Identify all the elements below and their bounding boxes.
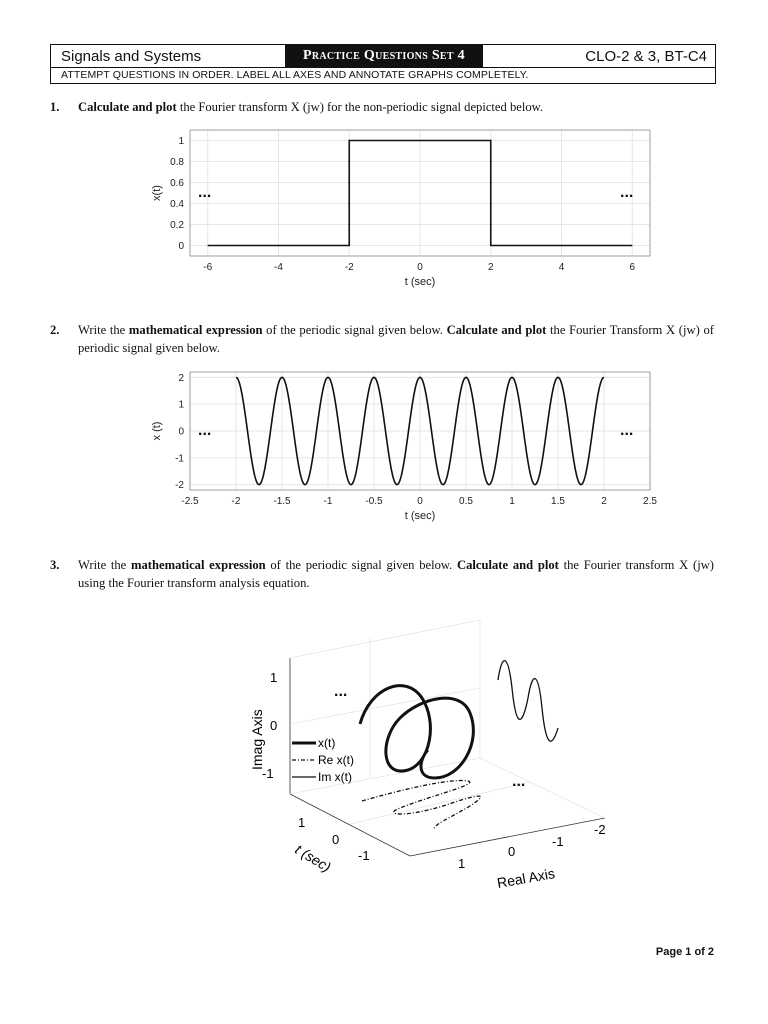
ellipsis-left: ... [198, 422, 212, 439]
instructions: ATTEMPT QUESTIONS IN ORDER. LABEL ALL AXES AND ANNOTATE GRAPHS COMPLETELY. [61, 69, 529, 81]
plot-3 [230, 618, 630, 903]
grid-line [350, 782, 530, 824]
x-tick-label: -0.5 [365, 496, 383, 507]
helix-3d-chart [230, 618, 630, 898]
legend-label: Im x(t) [318, 770, 352, 784]
y-axis-label: x(t) [151, 185, 163, 201]
question-text: the Fourier Transform X (jw) of periodic signal given below. [78, 323, 714, 355]
question-text: the Fourier transform X (jw) for the non-periodic signal depicted below. [176, 100, 544, 114]
set-title: Practice Questions Set 4 [285, 45, 483, 67]
t-axis-label: t (sec) [292, 840, 334, 876]
x-tick-label: -2.5 [181, 496, 199, 507]
question-text: Write the [78, 558, 132, 572]
question-2 [50, 321, 714, 357]
x-tick-label: -4 [274, 262, 283, 273]
x-tick-label: 1 [509, 496, 515, 507]
question-bold: mathematical expression [131, 558, 266, 572]
x-axis-label: t (sec) [404, 276, 436, 288]
question-text: the Fourier transform X (jw) using the Fourier transform analysis equation. [78, 558, 714, 590]
question-text: of the periodic signal given below. [265, 558, 458, 572]
ellipsis-right: ... [620, 422, 634, 439]
t-tick: 0 [332, 832, 340, 847]
question-bold: Calculate and plot [446, 323, 547, 337]
header-row [51, 45, 715, 68]
grid-line [290, 620, 480, 658]
x-tick-label: 2.5 [643, 496, 657, 507]
ellipsis-left: ... [334, 683, 348, 700]
x-tick-label: 1.5 [551, 496, 565, 507]
y-axis-label: x (t) [151, 421, 163, 441]
y-tick-label: 0.6 [170, 178, 184, 189]
y-tick-label: 0.8 [170, 157, 184, 168]
x-tick-label: 2 [601, 496, 607, 507]
legend-label: x(t) [318, 736, 336, 750]
re-projection-curve [362, 781, 481, 830]
real-tick: 1 [458, 856, 466, 871]
imag-tick: 1 [270, 670, 278, 685]
rect-pulse-chart [140, 124, 660, 296]
real-tick: -1 [552, 834, 564, 849]
legend-label: Re x(t) [318, 753, 354, 767]
question-number: 1. [50, 100, 60, 114]
ellipsis-left: ... [198, 184, 212, 201]
header-box [50, 44, 716, 84]
x-tick-label: -6 [203, 262, 213, 273]
x-axis-label: t (sec) [404, 510, 436, 522]
x-tick-label: -2 [231, 496, 241, 507]
x-tick-label: -2 [344, 262, 354, 273]
question-text: of the periodic signal given below. [262, 323, 447, 337]
x-tick-label: 6 [629, 262, 636, 273]
real-tick: 0 [508, 844, 516, 859]
t-tick: -1 [358, 848, 370, 863]
imag-tick: 0 [270, 718, 278, 733]
plot-2 [140, 366, 670, 533]
grid-line [290, 688, 480, 724]
x-tick-label: -1 [323, 496, 333, 507]
question-bold: Calculate and plot [78, 100, 177, 114]
t-tick: 1 [298, 815, 306, 830]
real-axis-label: Real Axis [495, 865, 556, 891]
x-tick-label: -1.5 [273, 496, 291, 507]
y-tick-label: -1 [175, 453, 184, 465]
x-tick-label: 0.5 [459, 496, 473, 507]
question-number: 3. [50, 558, 60, 572]
y-tick-label: 0 [178, 426, 184, 438]
question-bold: mathematical expression [128, 323, 263, 337]
y-tick-label: 1 [178, 399, 184, 411]
y-tick-label: 2 [178, 372, 184, 384]
y-tick-label: 0 [178, 241, 184, 252]
clo-label: CLO-2 & 3, BT-C4 [585, 47, 707, 65]
y-tick-label: -2 [175, 480, 184, 492]
x-tick-label: 4 [558, 262, 565, 273]
question-1 [50, 98, 714, 116]
question-3 [50, 556, 714, 592]
cosine-chart [140, 366, 670, 528]
legend [292, 736, 354, 784]
course-title: Signals and Systems [61, 47, 202, 65]
y-tick-label: 0.4 [170, 199, 184, 210]
im-projection-curve [498, 661, 558, 741]
imag-tick: -1 [262, 766, 274, 781]
question-bold: Calculate and plot [457, 558, 559, 572]
grid-line [480, 758, 605, 818]
helix-curve [360, 686, 473, 778]
x-tick-label: 0 [417, 496, 423, 507]
y-tick-label: 0.2 [170, 220, 184, 231]
real-tick: -2 [594, 822, 606, 837]
imag-axis-label: Imag Axis [249, 709, 265, 770]
page-number: Page 1 of 2 [655, 946, 714, 958]
ellipsis-right: ... [512, 773, 526, 790]
plot-1 [140, 124, 660, 301]
question-number: 2. [50, 323, 60, 337]
y-tick-label: 1 [178, 136, 184, 147]
x-tick-label: 0 [417, 262, 423, 273]
x-tick-label: 2 [487, 262, 494, 273]
question-text: Write the [78, 323, 129, 337]
ellipsis-right: ... [620, 184, 634, 201]
